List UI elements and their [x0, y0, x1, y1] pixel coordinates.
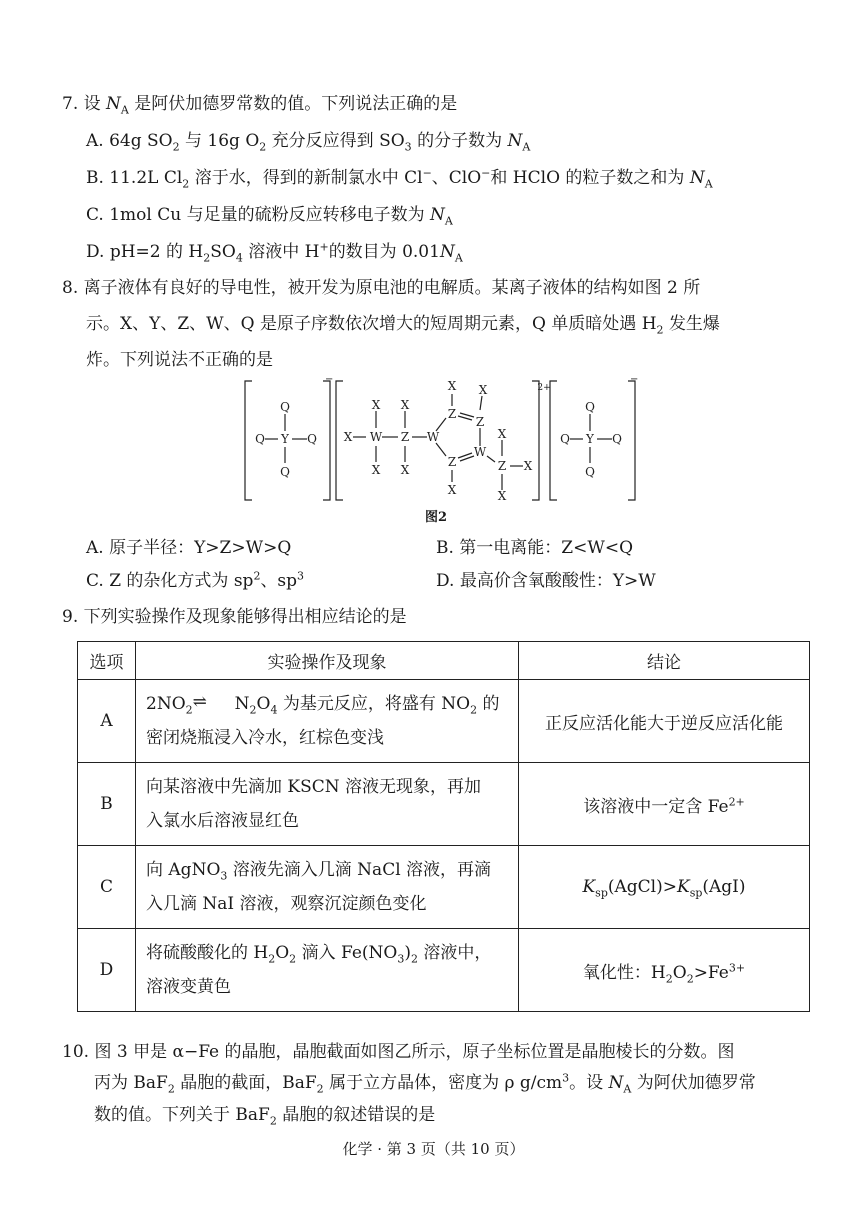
row-key: C	[78, 846, 136, 929]
svg-text:X: X	[400, 398, 410, 412]
svg-text:Q: Q	[307, 432, 317, 446]
svg-text:X: X	[478, 383, 488, 397]
q8-stem-line1: 8. 离子液体有良好的导电性，被开发为原电池的电解质。某离子液体的结构如图 2 所	[62, 278, 701, 298]
row-operation: 将硫酸酸化的 $H_2O_2$ 滴入 $Fe(NO_3)_2$ 溶液中， 溶液变黄色	[136, 929, 519, 1012]
q8-stem-line2: 示。X、Y、Z、W、Q 是原子序数依次增大的短周期元素，Q 单质暗处遇 $H_2$ 发生爆	[86, 314, 720, 337]
table-row[interactable]	[78, 846, 810, 929]
q8-option-b[interactable]: B. 第一电离能：Z<W<Q	[436, 538, 634, 558]
svg-text:W: W	[369, 430, 383, 444]
q9-stem: 9. 下列实验操作及现象能够得出相应结论的是	[62, 607, 407, 627]
page-footer: 化学 · 第 3 页（共 10 页）	[342, 1140, 525, 1158]
svg-text:Z: Z	[497, 459, 507, 473]
svg-text:−: −	[630, 378, 639, 385]
svg-text:Y: Y	[586, 432, 594, 446]
table-header-row	[78, 642, 810, 680]
row-key: A	[78, 680, 136, 763]
svg-text:W: W	[426, 430, 440, 444]
svg-text:X: X	[371, 463, 381, 477]
svg-text:Z: Z	[447, 455, 457, 469]
svg-text:Z: Z	[447, 407, 457, 421]
svg-text:X: X	[400, 463, 410, 477]
header-option: 选项	[78, 642, 136, 680]
q7-option-a[interactable]: A. 64g $SO_2$ 与 16g $O_2$ 充分反应得到 $SO_3$ 的分子数为 $N_A$	[86, 131, 531, 154]
row-operation: 向某溶液中先滴加 KSCN 溶液无现象，再加 入氯水后溶液显红色	[136, 763, 519, 846]
q8-option-d[interactable]: D. 最高价含氧酸酸性：Y>W	[436, 571, 656, 591]
table-row[interactable]	[78, 929, 810, 1012]
q7-stem: 7. 设 $N_A$ 是阿伏加德罗常数的值。下列说法正确的是	[62, 94, 458, 117]
q10-stem-line1: 10. 图 3 甲是 α−Fe 的晶胞，晶胞截面如图乙所示，原子坐标位置是晶胞棱长的分数。图	[62, 1042, 735, 1062]
table-row[interactable]	[78, 763, 810, 846]
row-operation: $2NO_2\rightleftharpoons$ $N_2O_4$ 为基元反应，将盛有 $NO_2$ 的 密闭烧瓶浸入冷水，红棕色变浅	[136, 680, 519, 763]
experiment-table	[77, 641, 810, 1012]
svg-text:2+: 2+	[537, 383, 551, 393]
row-conclusion: 正反应活化能大于逆反应活化能	[519, 680, 810, 763]
q7-option-b[interactable]: B. 11.2L $Cl_2$ 溶于水，得到的新制氯水中 Cl−、ClO−和 HClO 的粒子数之和为 $N_A$	[86, 166, 713, 191]
q7-option-d[interactable]: D. pH=2 的 $H_2SO_4$ 溶液中 H+的数目为 $0.01N_A$	[86, 240, 463, 265]
svg-text:X: X	[447, 379, 457, 393]
q8-option-c[interactable]: C. Z 的杂化方式为 $sp^2$、$sp^3$	[86, 569, 305, 591]
svg-text:Y: Y	[281, 432, 289, 446]
row-operation: 向 AgNO$_3$ 溶液先滴入几滴 NaCl 溶液，再滴 入几滴 NaI 溶液，观察沉淀颜色变化	[136, 846, 519, 929]
svg-text:Q: Q	[560, 432, 570, 446]
svg-text:Q: Q	[585, 400, 595, 414]
row-conclusion: 该溶液中一定含 $Fe^{2+}$	[519, 763, 810, 846]
svg-text:X: X	[497, 427, 507, 441]
header-operation: 实验操作及现象	[136, 642, 519, 680]
svg-text:X: X	[497, 489, 507, 503]
q8-option-a[interactable]: A. 原子半径：Y>Z>W>Q	[86, 538, 292, 558]
table-row[interactable]	[78, 680, 810, 763]
svg-text:X: X	[447, 483, 457, 497]
svg-text:X: X	[343, 430, 353, 444]
row-conclusion: $K_{sp}(AgCl)>K_{sp}(AgI)$	[519, 846, 810, 929]
row-conclusion: 氧化性：$H_2O_2>Fe^{3+}$	[519, 929, 810, 1012]
svg-text:Q: Q	[280, 400, 290, 414]
row-key: D	[78, 929, 136, 1012]
svg-text:W: W	[473, 445, 487, 459]
figure-2-caption: 图2	[425, 510, 448, 525]
q7-option-c[interactable]: C. 1mol Cu 与足量的硫粉反应转移电子数为 $N_A$	[86, 205, 453, 228]
q8-stem-line3: 炸。下列说法不正确的是	[86, 350, 273, 370]
svg-text:Z: Z	[475, 415, 485, 429]
svg-text:X: X	[371, 398, 381, 412]
svg-text:Q: Q	[612, 432, 622, 446]
header-conclusion: 结论	[519, 642, 810, 680]
row-key: B	[78, 763, 136, 846]
q10-stem-line2: 丙为 BaF$_2$ 晶胞的截面，BaF$_2$ 属于立方晶体，密度为 ρ $g/cm^3$。设 $N_A$ 为阿伏加德罗常	[94, 1071, 756, 1096]
q10-stem-line3: 数的值。下列关于 BaF$_2$ 晶胞的叙述错误的是	[94, 1105, 436, 1128]
svg-text:−: −	[325, 378, 334, 385]
svg-text:Q: Q	[255, 432, 265, 446]
svg-text:Q: Q	[280, 465, 290, 479]
svg-text:Z: Z	[400, 430, 410, 444]
svg-text:Q: Q	[585, 465, 595, 479]
svg-text:X: X	[523, 459, 533, 473]
